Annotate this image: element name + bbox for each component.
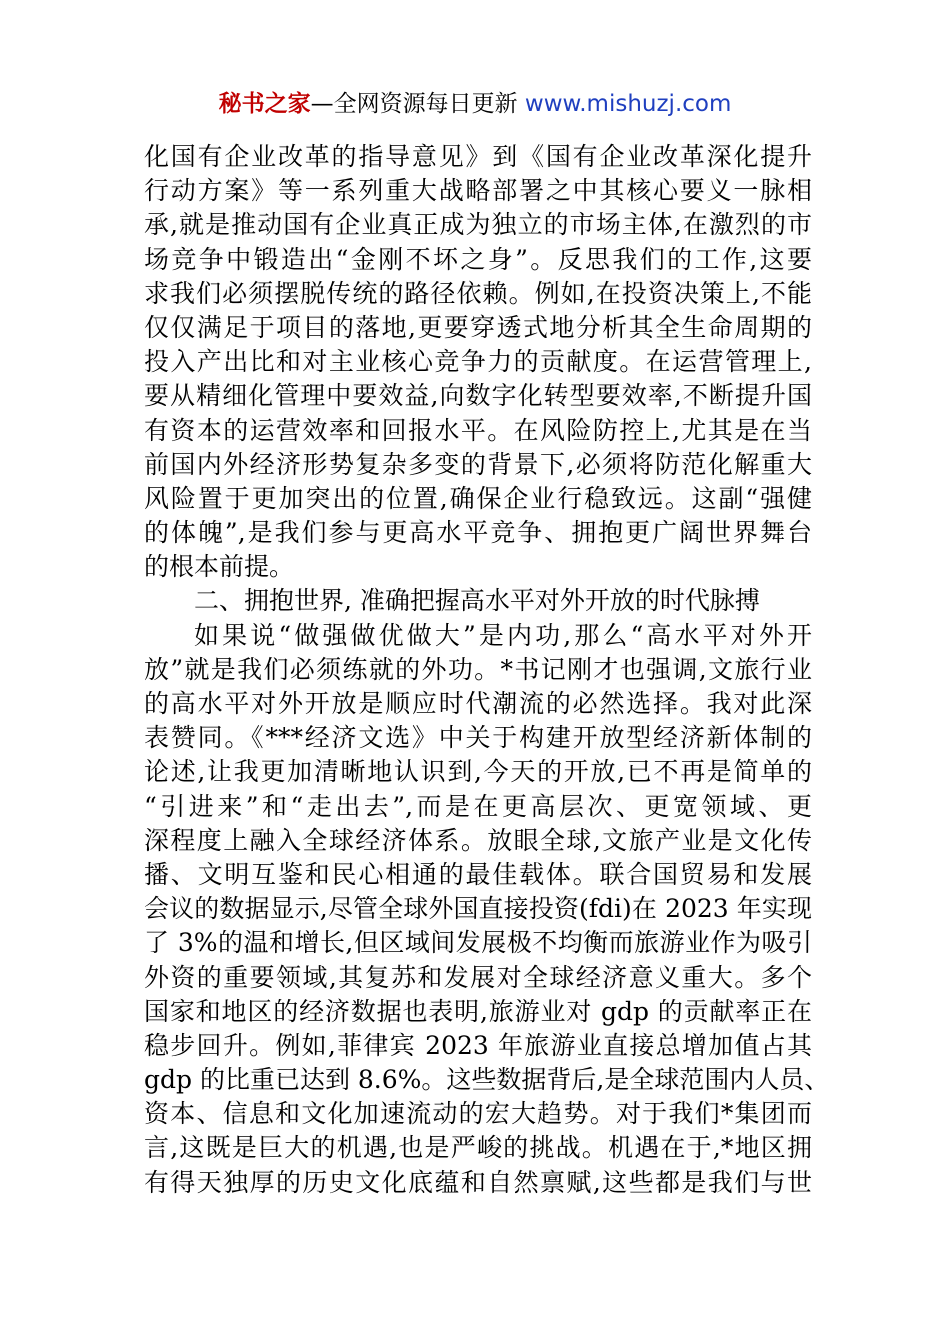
text-line: 有资本的运营效率和回报水平。在风险防控上,尤其是在当 xyxy=(144,415,812,445)
text-line: 要从精细化管理中要效益,向数字化转型要效率,不断提升国 xyxy=(144,381,812,411)
text-line: gdp 的比重已达到 8.6%。这些数据背后,是全球范围内人员、 xyxy=(144,1065,830,1095)
site-url-link[interactable]: www.mishuzj.com xyxy=(524,91,732,117)
text-line: 仅仅满足于项目的落地,更要穿透式地分析其全生命周期的 xyxy=(144,312,812,342)
text-line: 场竞争中锻造出“金刚不坏之身”。反思我们的工作,这要 xyxy=(144,244,812,274)
header-tagline: —全网资源每日更新 xyxy=(310,91,518,117)
text-line: 放”就是我们必须练就的外功。*书记刚才也强调,文旅行业 xyxy=(144,654,812,684)
document-body xyxy=(144,140,830,1200)
text-line: 国家和地区的经济数据也表明,旅游业对 gdp 的贡献率正在 xyxy=(144,996,812,1026)
text-line: 深程度上融入全球经济体系。放眼全球,文旅产业是文化传 xyxy=(144,825,812,855)
text-line: 化国有企业改革的指导意见》到《国有企业改革深化提升 xyxy=(144,142,812,171)
text-line: 表赞同。《***经济文选》中关于构建开放型经济新体制的 xyxy=(144,723,812,753)
text-line: 了 3%的温和增长,但区域间发展极不均衡而旅游业作为吸引 xyxy=(144,928,812,958)
text-line: 有得天独厚的历史文化底蕴和自然禀赋,这些都是我们与世 xyxy=(144,1167,812,1197)
section-heading: 二、拥抱世界, 准确把握高水平对外开放的时代脉搏 xyxy=(194,586,760,616)
text-line: 论述,让我更加清晰地认识到,今天的开放,已不再是简单的 xyxy=(144,757,812,787)
text-line: 会议的数据显示,尽管全球外国直接投资(fdi)在 2023 年实现 xyxy=(144,894,812,924)
text-line: 的根本前提。 xyxy=(144,552,295,582)
text-line: 的体魄”,是我们参与更高水平竞争、拥抱更广阔世界舞台 xyxy=(144,518,812,548)
brand-name: 秘书之家 xyxy=(218,91,311,117)
text-line: 行动方案》等一系列重大战略部署之中其核心要义一脉相 xyxy=(144,176,812,206)
text-line: 求我们必须摆脱传统的路径依赖。例如,在投资决策上,不能 xyxy=(144,278,812,308)
page-header xyxy=(0,86,950,122)
text-line: 资本、信息和文化加速流动的宏大趋势。对于我们*集团而 xyxy=(144,1099,812,1129)
text-line: 承,就是推动国有企业真正成为独立的市场主体,在激烈的市 xyxy=(144,210,812,240)
text-line: 投入产出比和对主业核心竞争力的贡献度。在运营管理上, xyxy=(144,347,812,377)
text-line: 风险置于更加突出的位置,确保企业行稳致远。这副“强健 xyxy=(144,483,812,513)
text-line: 如果说“做强做优做大”是内功,那么“高水平对外开 xyxy=(194,620,812,650)
text-line: 言,这既是巨大的机遇,也是严峻的挑战。机遇在于,*地区拥 xyxy=(144,1133,812,1163)
text-line: 稳步回升。例如,菲律宾 2023 年旅游业直接总增加值占其 xyxy=(144,1030,812,1060)
text-line: 播、文明互鉴和民心相通的最佳载体。联合国贸易和发展 xyxy=(144,859,812,889)
text-line: 的高水平对外开放是顺应时代潮流的必然选择。我对此深 xyxy=(144,689,812,718)
text-line: 前国内外经济形势复杂多变的背景下,必须将防范化解重大 xyxy=(144,449,812,479)
text-line: “引进来”和“走出去”,而是在更高层次、更宽领域、更 xyxy=(144,791,812,821)
text-line: 外资的重要领域,其复苏和发展对全球经济意义重大。多个 xyxy=(144,962,812,992)
